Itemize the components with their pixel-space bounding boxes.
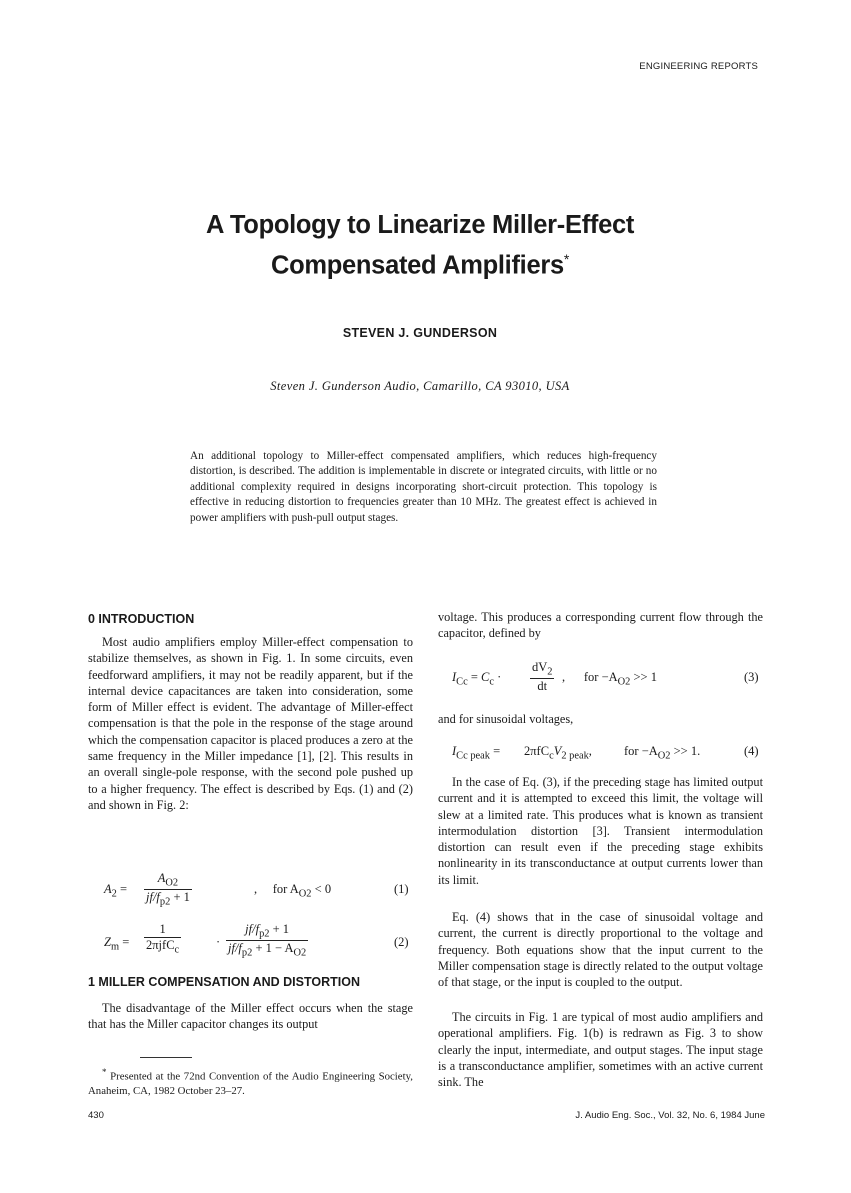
- eq2-fraction-2-denominator: $jf/f_{p2} + 1 - A_{O2}$: [228, 940, 307, 958]
- right-paragraph-2: and for sinusoidal voltages,: [438, 712, 574, 726]
- equation-2: [104, 922, 414, 966]
- eq4-condition: for $-A_{O2} >> 1$.: [624, 744, 701, 762]
- eq3-lhs: $I_{Cc} = C_c$ ·: [452, 670, 502, 688]
- equation-1: [104, 871, 414, 913]
- eq3-numerator: $dV_2$: [532, 660, 553, 678]
- section-heading-miller-compensation: 1 MILLER COMPENSATION AND DISTORTION: [88, 975, 360, 989]
- page-number: 430: [88, 1110, 104, 1121]
- footnote-marker: *: [102, 1067, 107, 1077]
- eq3-denominator: dt: [537, 678, 548, 693]
- eq1-numerator: $A_{O2}$: [144, 871, 192, 890]
- right-paragraph-4: Eq. (4) shows that in the case of sinusoidal voltage and current, the current is directly proportional to the voltage and frequency. Both equations show that the input current to the Miller compensation stage is directly related to the output voltage of that stage, or the input is coupled to the output.: [438, 910, 763, 990]
- paper-title: [100, 208, 740, 283]
- footnote: [88, 1065, 413, 1098]
- eq4-number: (4): [744, 744, 759, 758]
- eq1-number: (1): [394, 882, 409, 896]
- footnote-rule: [140, 1057, 192, 1058]
- footnote-text: Presented at the 72nd Convention of the Audio Engineering Society, Anaheim, CA, 1982 October 23–27.: [88, 1070, 413, 1097]
- eq1-lhs: $A_2$ =: [104, 882, 128, 900]
- eq3-condition: , for $-A_{O2} >> 1$: [562, 670, 657, 688]
- eq1-fraction: [144, 871, 192, 907]
- eq3-number: (3): [744, 670, 759, 684]
- title-footnote-marker: *: [563, 251, 569, 267]
- author-name: STEVEN J. GUNDERSON: [342, 326, 498, 340]
- eq1-denominator: $jf/f_{p2} + 1$: [146, 889, 190, 907]
- eq3-fraction: [530, 660, 554, 694]
- eq2-fraction-2-numerator: $jf/f_{p2} + 1$: [226, 922, 308, 941]
- eq1-condition: , for $A_{O2} < 0$: [254, 882, 332, 900]
- running-header: ENGINEERING REPORTS: [639, 61, 758, 72]
- introduction-paragraph: Most audio amplifiers employ Miller-effect compensation to stabilize themselves, as shown in Fig. 1. In some circuits, even feedforward amplifiers, it may not be readily apparent, but if the internal device capacitances are taken into consideration, some form of Miller effect is evident. The advantage of Miller-effect compensation is that the pole in the response of the stage around which the compensation capacitor is placed produces a zero at the same frequency in the Miller impedance [1], [2]. This results in an overall single-pole response, with the second pole pushed up to a higher frequency. The effect is described by Eqs. (1) and (2) and shown in Fig. 2:: [88, 635, 413, 812]
- eq2-dot: ·: [216, 935, 221, 949]
- eq4-lhs: $I_{Cc peak}$ =: [452, 744, 501, 762]
- miller-paragraph: The disadvantage of the Miller effect occurs when the stage that has the Miller capacitor changes its output: [88, 1001, 413, 1032]
- eq2-lhs: $Z_m$ =: [104, 935, 130, 953]
- equation-4: [452, 744, 764, 764]
- abstract: An additional topology to Miller-effect compensated amplifiers, which reduces high-frequency distortion, is described. The addition is implementable in discrete or integrated circuits, with little or no additional complexity required in designs incorporating short-circuit protection. This topology is effective in reducing distortion to frequencies greater than 10 MHz. The greatest effect is achieved in power amplifiers with push-pull output stages.: [190, 450, 657, 524]
- journal-citation: J. Audio Eng. Soc., Vol. 32, No. 6, 1984 June: [575, 1110, 765, 1121]
- title-line-2: [100, 242, 740, 283]
- right-paragraph-3: In the case of Eq. (3), if the preceding stage has limited output current and it is attempted to exceed this limit, the voltage will slew at a limited rate. This produces what is known as transient intermodulation distortion [3]. Transient intermodulation distortion can result even if the preceding stage exhibits nonlinearity in its transconductance at output currents lower than its limit.: [438, 775, 763, 887]
- eq2-fraction-1: [144, 922, 181, 956]
- right-paragraph-5: The circuits in Fig. 1 are typical of most audio amplifiers and operational amplifiers. Fig. 1(b) is redrawn as Fig. 3 to show clearly the input, intermediate, and output stages. The input stage is a transconductance amplifier, sometimes with an active current sink. The: [438, 1010, 763, 1090]
- author-affiliation: Steven J. Gunderson Audio, Camarillo, CA 93010, USA: [270, 379, 570, 393]
- eq4-rhs: $2\pi fC_cV_{2 peak}$,: [524, 744, 592, 762]
- section-heading-introduction: 0 INTRODUCTION: [88, 612, 195, 626]
- title-line-1: A Topology to Linearize Miller-Effect: [205, 211, 635, 239]
- eq2-fraction-1-numerator: 1: [144, 922, 181, 938]
- eq2-fraction-2: [226, 922, 308, 958]
- right-paragraph-1: voltage. This produces a corresponding current flow through the capacitor, defined by: [438, 610, 763, 641]
- eq2-number: (2): [394, 935, 409, 949]
- equation-3: [452, 660, 764, 698]
- eq2-fraction-1-denominator: 2πjfC$_c$: [146, 938, 180, 956]
- title-line-2-text: Compensated Amplifiers: [270, 251, 564, 280]
